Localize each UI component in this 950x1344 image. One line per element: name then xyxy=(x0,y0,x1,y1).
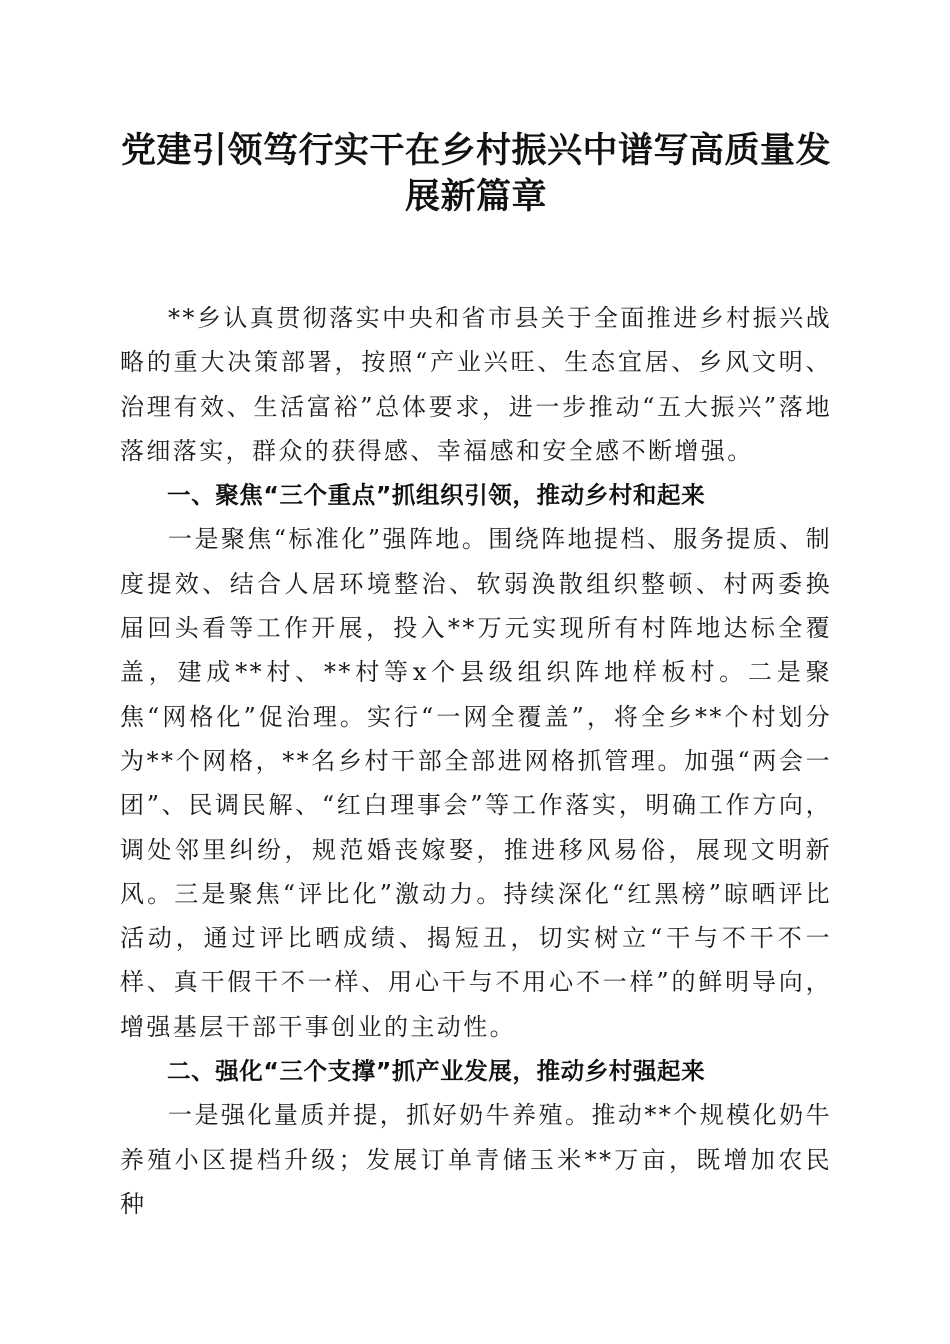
document-page xyxy=(120,128,832,1226)
section-paragraph-2: 一是强化量质并提，抓好奶牛养殖。推动**个规模化奶牛养殖小区提档升级；发展订单青储玉米**万亩，既增加农民种 xyxy=(120,1101,832,1218)
intro-paragraph: **乡认真贯彻落实中央和省市县关于全面推进乡村振兴战略的重大决策部署，按照“产业兴旺、生态宜居、乡风文明、治理有效、生活富裕”总体要求，进一步推动“五大振兴”落地落细落实，群众的获得感、幸福感和安全感不断增强。 xyxy=(120,304,832,465)
section-paragraph-1: 一是聚焦“标准化”强阵地。围绕阵地提档、服务提质、制度提效、结合人居环境整治、软弱涣散组织整顿、村两委换届回头看等工作开展，投入**万元实现所有村阵地达标全覆盖，建成**村、**村等x个县级组织阵地样板村。二是聚焦“网格化”促治理。实行“一网全覆盖”，将全乡**个村划分为**个网格，**名乡村干部全部进网格抓管理。加强“两会一团”、民调民解、“红白理事会”等工作落实，明确工作方向，调处邻里纠纷，规范婚丧嫁娶，推进移风易俗，展现文明新风。三是聚焦“评比化”激动力。持续深化“红黑榜”晾晒评比活动，通过评比晒成绩、揭短丑，切实树立“干与不干不一样、真干假干不一样、用心干与不用心不一样”的鲜明导向，增强基层干部干事创业的主动性。 xyxy=(120,525,832,1041)
document-body xyxy=(120,296,832,1226)
section-heading-1: 一、聚焦“三个重点”抓组织引领，推动乡村和起来 xyxy=(167,481,706,510)
document-title: 党建引领笃行实干在乡村振兴中谱写高质量发展新篇章 xyxy=(120,130,831,217)
section-heading-2: 二、强化“三个支撑”抓产业发展，推动乡村强起来 xyxy=(167,1057,706,1086)
